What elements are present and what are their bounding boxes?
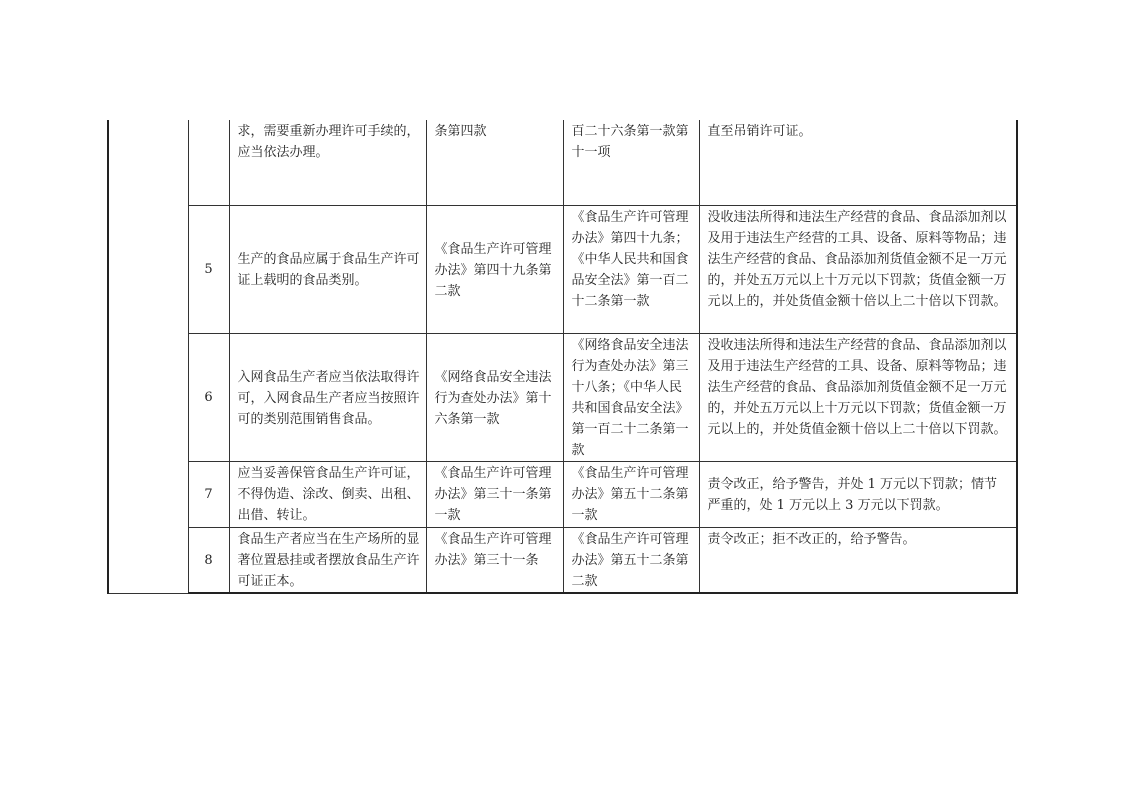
table-row xyxy=(108,206,1017,334)
row-number: 7 xyxy=(188,462,229,528)
table-row xyxy=(108,120,1017,206)
row-number: 6 xyxy=(188,334,229,462)
penalty-cell: 责令改正；拒不改正的，给予警告。 xyxy=(699,528,1017,594)
requirement-cell: 应当妥善保管食品生产许可证，不得伪造、涂改、倒卖、出租、出借、转让。 xyxy=(229,462,426,528)
basis-cell: 条第四款 xyxy=(426,120,563,206)
basis-cell: 《食品生产许可管理办法》第三十一条第一款 xyxy=(426,462,563,528)
requirement-cell: 生产的食品应属于食品生产许可证上载明的食品类别。 xyxy=(229,206,426,334)
row-number xyxy=(188,120,229,206)
requirement-cell: 求，需要重新办理许可手续的，应当依法办理。 xyxy=(229,120,426,206)
penalty-cell: 没收违法所得和违法生产经营的食品、食品添加剂以及用于违法生产经营的工具、设备、原料等物品；违法生产经营的食品、食品添加剂货值金额不足一万元的，并处五万元以上十万元以下罚款；货值金额一万元以上的，并处货值金额十倍以上二十倍以下罚款。 xyxy=(699,206,1017,334)
requirement-cell: 食品生产者应当在生产场所的显著位置悬挂或者摆放食品生产许可证正本。 xyxy=(229,528,426,594)
row-number: 8 xyxy=(188,528,229,594)
requirement-cell: 入网食品生产者应当依法取得许可，入网食品生产者应当按照许可的类别范围销售食品。 xyxy=(229,334,426,462)
penalty-cell: 没收违法所得和违法生产经营的食品、食品添加剂以及用于违法生产经营的工具、设备、原料等物品；违法生产经营的食品、食品添加剂货值金额不足一万元的，并处五万元以上十万元以下罚款；货值金额一万元以上的，并处货值金额十倍以上二十倍以下罚款。 xyxy=(699,334,1017,462)
category-cell xyxy=(108,120,188,593)
penalty-basis-cell: 《网络食品安全违法行为查处办法》第三十八条；《中华人民共和国食品安全法》第一百二十二条第一款 xyxy=(563,334,699,462)
basis-cell: 《网络食品安全违法行为查处办法》第十六条第一款 xyxy=(426,334,563,462)
table-row xyxy=(108,334,1017,462)
penalty-basis-cell: 《食品生产许可管理办法》第五十二条第一款 xyxy=(563,462,699,528)
penalty-cell: 直至吊销许可证。 xyxy=(699,120,1017,206)
basis-cell: 《食品生产许可管理办法》第四十九条第二款 xyxy=(426,206,563,334)
penalty-basis-cell: 《食品生产许可管理办法》第四十九条；《中华人民共和国食品安全法》第一百二十二条第一款 xyxy=(563,206,699,334)
table-row xyxy=(108,528,1017,594)
penalty-basis-cell: 《食品生产许可管理办法》第五十二条第二款 xyxy=(563,528,699,594)
table-row xyxy=(108,462,1017,528)
penalty-basis-cell: 百二十六条第一款第十一项 xyxy=(563,120,699,206)
row-number: 5 xyxy=(188,206,229,334)
basis-cell: 《食品生产许可管理办法》第三十一条 xyxy=(426,528,563,594)
regulation-table xyxy=(107,120,1018,594)
penalty-cell: 责令改正，给予警告，并处 1 万元以下罚款；情节严重的，处 1 万元以上 3 万元以下罚款。 xyxy=(699,462,1017,528)
